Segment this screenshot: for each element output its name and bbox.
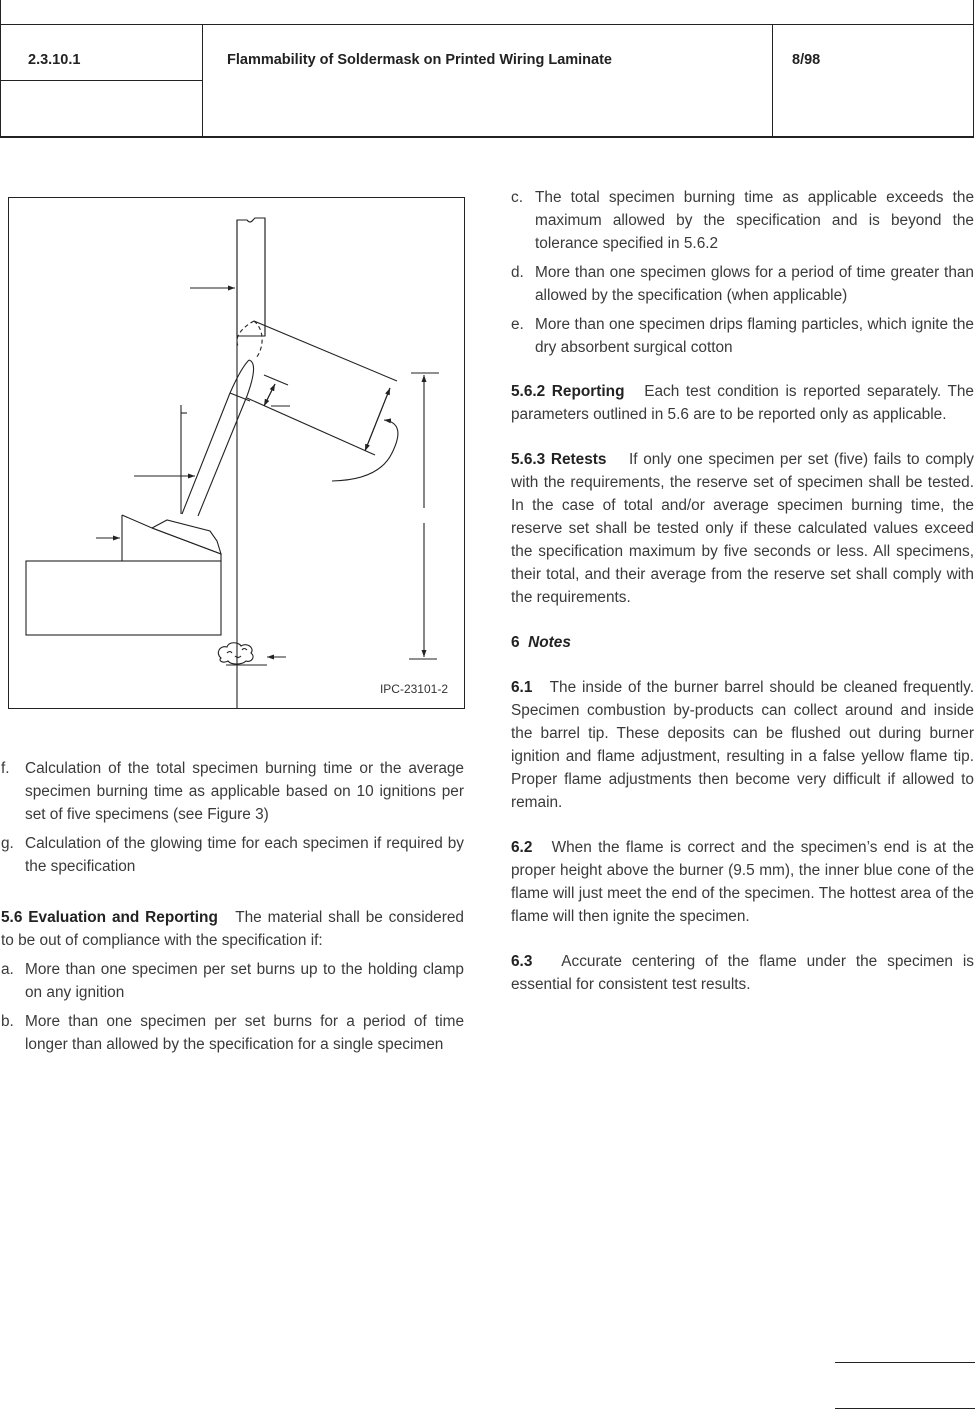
list-label: e. xyxy=(511,316,524,333)
list-item-b xyxy=(1,1010,464,1056)
cotton-icon xyxy=(218,643,253,664)
list-label: c. xyxy=(511,189,523,206)
flame-height-upper-line xyxy=(254,321,397,381)
list-label: b. xyxy=(1,1013,14,1030)
section-text: The material shall be considered to be out of compliance with the specification if: xyxy=(1,909,464,949)
section-heading: 5.6 Evaluation and Reporting xyxy=(1,909,218,926)
section-title: Notes xyxy=(528,634,571,651)
flame-outer-cone xyxy=(237,321,254,348)
section-text: Each test condition is reported separately. The parameters outlined in 5.6 are to be reported only as applicable. xyxy=(511,383,974,423)
flame-inner-cone xyxy=(230,360,249,393)
list-item-f xyxy=(1,757,464,826)
footer-rule-upper xyxy=(835,1362,975,1363)
section-text: Accurate centering of the flame under the specimen is essential for consistent test results. xyxy=(511,953,974,993)
list-item-e xyxy=(511,313,974,359)
section-number: 6 xyxy=(511,634,520,651)
section-6-heading xyxy=(511,631,974,654)
list-label: d. xyxy=(511,264,524,281)
list-text: More than one specimen glows for a period of time greater than allowed by the specification (when applicable) xyxy=(535,264,974,304)
list-text: Calculation of the glowing time for each specimen if required by the specification xyxy=(25,835,464,875)
list-item-a xyxy=(1,958,464,1004)
section-heading: 5.6.2 Reporting xyxy=(511,383,625,400)
list-text: More than one specimen per set burns up to the holding clamp on any ignition xyxy=(25,961,464,1001)
section-6-3 xyxy=(511,950,974,996)
section-6-1 xyxy=(511,676,974,814)
section-heading: 6.3 xyxy=(511,953,533,970)
section-5-6-2 xyxy=(511,380,974,426)
section-text: When the flame is correct and the specimen’s end is at the proper height above the burner (9.5 mm), the inner blue cone of the flame will just meet the end of the specimen. The hottest area of the flame will then ignite the specimen. xyxy=(511,839,974,925)
flame-height-lower-line xyxy=(247,398,375,455)
document-header xyxy=(0,0,974,138)
header-cell-divider xyxy=(0,80,202,81)
document-date: 8/98 xyxy=(792,52,821,68)
list-label: a. xyxy=(1,961,14,978)
left-column xyxy=(1,757,464,1062)
list-label: f. xyxy=(1,760,10,777)
right-column xyxy=(511,186,974,996)
section-text: The inside of the burner barrel should be cleaned frequently. Specimen combustion by-products can collect around and inside the barrel tip. These deposits can be flushed out during burner ignition and flame adjustment, resulting in a false yellow flame tip. Proper flame adjustments then become very difficult if allowed to remain. xyxy=(511,679,974,811)
list-text: More than one specimen per set burns for a period of time longer than allowed by the specification for a single specimen xyxy=(25,1013,464,1053)
specimen xyxy=(237,218,265,708)
list-item-c xyxy=(511,186,974,255)
document-number: 2.3.10.1 xyxy=(28,52,81,68)
document-title: Flammability of Soldermask on Printed Wiring Laminate xyxy=(227,52,612,68)
figure-test-apparatus xyxy=(8,197,465,709)
list-label: g. xyxy=(1,835,14,852)
section-heading: 5.6.3 Retests xyxy=(511,451,607,468)
section-heading: 6.1 xyxy=(511,679,533,696)
list-text: The total specimen burning time as applicable exceeds the maximum allowed by the specification and is beyond the tolerance specified in 5.6.2 xyxy=(535,189,974,252)
section-5-6 xyxy=(1,906,464,952)
burner-mount-block xyxy=(26,561,221,635)
section-6-2 xyxy=(511,836,974,928)
list-text: More than one specimen drips flaming particles, which ignite the dry absorbent surgical cotton xyxy=(535,316,974,356)
section-text: If only one specimen per set (five) fails to comply with the requirements, the reserve set of specimen shall be tested. In the case of total and/or average specimen burning time, the reserve set shall be tested only if these calculated values exceed the specification maximum by five seconds or less. All specimens, their total, and their average from the reserve set shall comply with the requirements. xyxy=(511,451,974,606)
list-item-d xyxy=(511,261,974,307)
header-number-cell xyxy=(0,24,203,136)
figure-id: IPC-23101-2 xyxy=(379,682,448,696)
apparatus-diagram xyxy=(9,198,464,708)
header-left-border xyxy=(0,0,1,136)
section-heading: 6.2 xyxy=(511,839,533,856)
burner-base xyxy=(152,520,221,554)
list-text: Calculation of the total specimen burning time or the average specimen burning time as applicable based on 10 ignitions per set of five specimens (see Figure 3) xyxy=(25,760,464,823)
header-column-divider xyxy=(772,24,773,136)
list-item-g xyxy=(1,832,464,878)
section-5-6-3 xyxy=(511,448,974,609)
